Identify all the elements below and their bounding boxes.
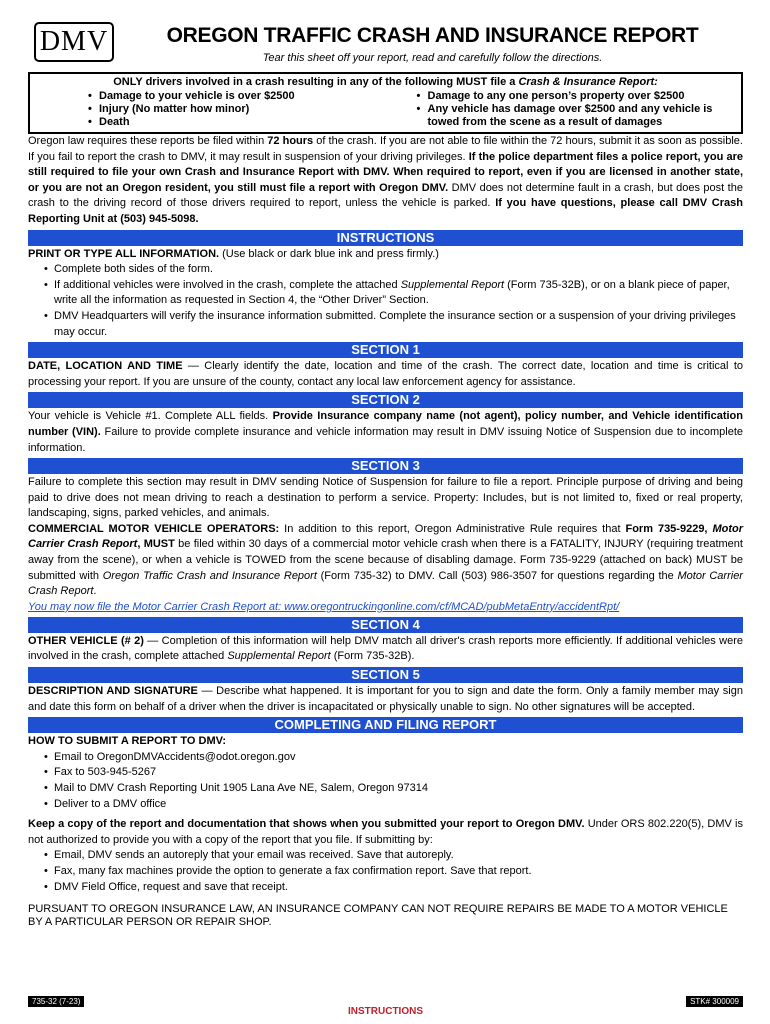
page-title: OREGON TRAFFIC CRASH AND INSURANCE REPORT [166,24,699,47]
keep-copy-text: Keep a copy of the report and documentation that shows when you submitted your report to Oregon DMV. Under ORS 802.220(5), DMV is not authorized to provide you with a copy of the report that you file. If submitting by: [28,818,743,846]
section2-heading: SECTION 2 [28,392,743,408]
bullet-icon: • [44,309,48,322]
bullet-icon: • [88,90,92,102]
list-item: • Death [88,116,130,128]
list-item: • Injury (No matter how minor) [88,103,250,115]
section3-heading: SECTION 3 [28,458,743,474]
requirement-column-1 [36,90,407,129]
section3-text: Failure to complete this section may result in DMV sending Notice of Suspension for failure to file a report. Principle purpose of driving and being paid to drive does not mean driving to reach a destination to perform a service. Property: Includes, but is not limited to, fixed or real property, landscaping, signs, parked vehicles, and animals. [28,476,743,520]
bullet-icon: • [44,750,48,763]
section1-heading: SECTION 1 [28,342,743,358]
insurance-law-notice: PURSUANT TO OREGON INSURANCE LAW, AN INSURANCE COMPANY CAN NOT REQUIRE REPAIRS BE MADE TO A MOTOR VEHICLE BY A PARTICULAR PERSON OR REPAIR SHOP. [28,903,728,929]
motor-carrier-link[interactable]: You may now file the Motor Carrier Crash Report at: www.oregontruckingonline.com/cf/MCAD/pubMetaEntry/accidentRpt/ [28,600,620,613]
instructions-list [28,262,743,340]
bullet-icon: • [44,880,48,893]
form-number: 735-32 (7-23) [28,996,84,1007]
list-item: • Email, DMV sends an autoreply that your email was received. Save that autoreply. [28,848,743,864]
bullet-icon: • [44,797,48,810]
footer [28,996,743,1017]
list-item: • Damage to any one person’s property over $2500 [416,90,685,102]
instructions-page [28,14,744,1017]
section5-heading: SECTION 5 [28,667,743,683]
section2-text: Your vehicle is Vehicle #1. Complete ALL fields. Provide Insurance company name (not agent), policy number, and Vehicle identification number (VIN). Failure to provide complete insurance and vehicle information may result in DMV issuing Notice of Suspension due to incomplete information. [28,410,743,454]
bullet-icon: • [416,90,421,102]
list-item: • If additional vehicles were involved in the crash, complete the attached Supplemental Report (Form 735-32B), or on a blank piece of paper, write all the information as requested in Section 4, the “Other Driver” Section. [28,278,743,309]
list-item: • Damage to your vehicle is over $2500 [88,90,295,102]
list-item: • Mail to DMV Crash Reporting Unit 1905 Lana Ave NE, Salem, Oregon 97314 [28,781,743,797]
list-item: • Fax, many fax machines provide the option to generate a fax confirmation report. Save that report. [28,864,743,880]
stock-number: STK# 300009 [686,996,743,1007]
section1-text: DATE, LOCATION AND TIME — Clearly identify the date, location and time of the crash. The correct date, location and time is critical to processing your report. If you are unsure of the county, contact any local law enforcement agency for assistance. [28,360,743,388]
requirement-lead: ONLY drivers involved in a crash resulting in any of the following MUST file a Crash & Insurance Report: [113,76,658,88]
filing-heading: COMPLETING AND FILING REPORT [28,717,743,733]
submit-methods-list [28,750,743,812]
section5-text: DESCRIPTION AND SIGNATURE — Describe what happened. It is important for you to sign and date the form. Only a family member may sign and date this form on behalf of a driver when the driver is incapacitated or physically unable to sign. No other signatures will be accepted. [28,685,743,713]
intro-paragraph: Oregon law requires these reports be filed within 72 hours of the crash. If you are not able to file within the 72 hours, submit it as soon as possible. If you fail to report the crash to DMV, it may result in suspension of your driving privileges. If the police department files a police report, you are still required to file your own Crash and Insurance Report with DMV. When required to report, even if you are licensed in another state, or you are not an Oregon resident, you still must file a report with Oregon DMV. DMV does not determine fault in a crash, but does post the crash to the driving record of those drivers required to report, unless the vehicle is parked. If you have questions, please call DMV Crash Reporting Unit at (503) 945-5098. [28,135,743,225]
list-item: • Deliver to a DMV office [28,797,743,813]
bullet-icon: • [44,278,48,291]
bullet-icon: • [44,782,48,794]
footer-label: INSTRUCTIONS [348,1006,423,1017]
list-item: • DMV Field Office, request and save that receipt. [28,880,743,896]
list-item: • Complete both sides of the form. [28,262,743,278]
dmv-logo-text: DMV [39,26,109,57]
list-item: • Fax to 503-945-5267 [28,765,743,781]
bullet-icon: • [88,103,92,115]
bullet-icon: • [88,116,92,128]
bullet-icon: • [44,849,48,862]
requirement-column-2 [407,90,736,129]
section4-text: OTHER VEHICLE (# 2) — Completion of this information will help DMV match all driver's crash reports more efficiently. If additional vehicles were involved in the crash, complete attached Supplemental Report (Form 735-32B). [28,634,743,663]
commercial-vehicle-text: COMMERCIAL MOTOR VEHICLE OPERATORS: In addition to this report, Oregon Administrative Rule requires that Form 735-9229, Motor Carrier Crash Report, MUST be filed within 30 days of a commercial motor vehicle crash when there is a FATALITY, INJURY (requiring treatment away from the scene), or when a vehicle is TOWED from the scene because of disabling damage. Form 735-9229 (attached on back) MUST be submitted with Oregon Traffic Crash and Insurance Report (Form 735-32) to DMV. Call (503) 986-3507 for questions regarding the Motor Carrier Crash Report. [28,522,744,598]
instructions-heading: INSTRUCTIONS [28,230,743,246]
section4-heading: SECTION 4 [28,617,743,633]
submit-tips-list [28,848,743,895]
list-item: • Email to OregonDMVAccidents@odot.oregon.gov [28,750,743,766]
dmv-logo [34,22,114,62]
list-item: • DMV Headquarters will verify the insurance information submitted. Complete the insurance section or a suspension of your driving privileges may occur. [28,309,743,340]
requirement-box [28,72,743,134]
bullet-icon: • [44,766,48,779]
how-to-submit: HOW TO SUBMIT A REPORT TO DMV: [28,735,226,748]
page-subtitle: Tear this sheet off your report, read and carefully follow the directions. [262,52,603,64]
bullet-icon: • [44,864,48,877]
header [28,14,743,72]
print-instruction: PRINT OR TYPE ALL INFORMATION. (Use black or dark blue ink and press firmly.) [28,247,439,260]
bullet-icon: • [416,103,421,115]
bullet-icon: • [44,263,48,276]
list-item: • Any vehicle has damage over $2500 and any vehicle is towed from the scene as a result of damages [416,103,713,128]
